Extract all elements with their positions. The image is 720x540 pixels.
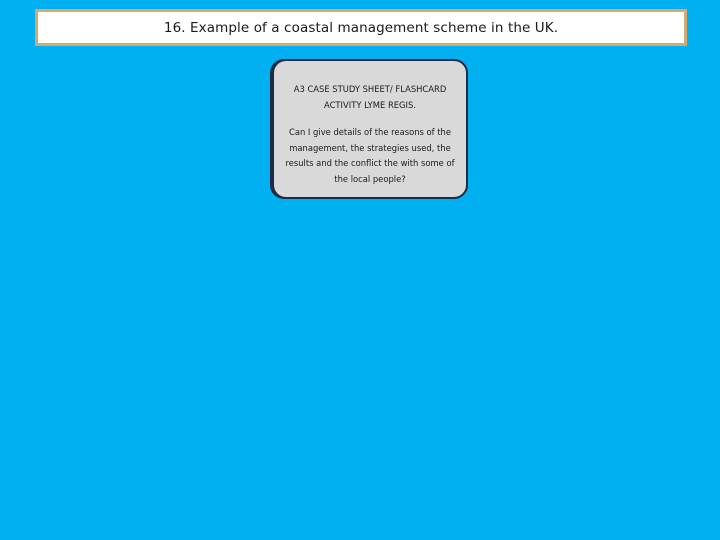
card-body: Can I give details of the reasons of the management, the strategies used, the results and the conflict the with some of the local people?: [285, 127, 455, 184]
title-box: [35, 9, 687, 46]
slide-title: 16. Example of a coastal management scheme in the UK.: [163, 19, 559, 36]
case-study-card: [272, 59, 468, 199]
card-heading: A3 CASE STUDY SHEET/ FLASHCARD ACTIVITY LYME REGIS.: [293, 84, 447, 110]
